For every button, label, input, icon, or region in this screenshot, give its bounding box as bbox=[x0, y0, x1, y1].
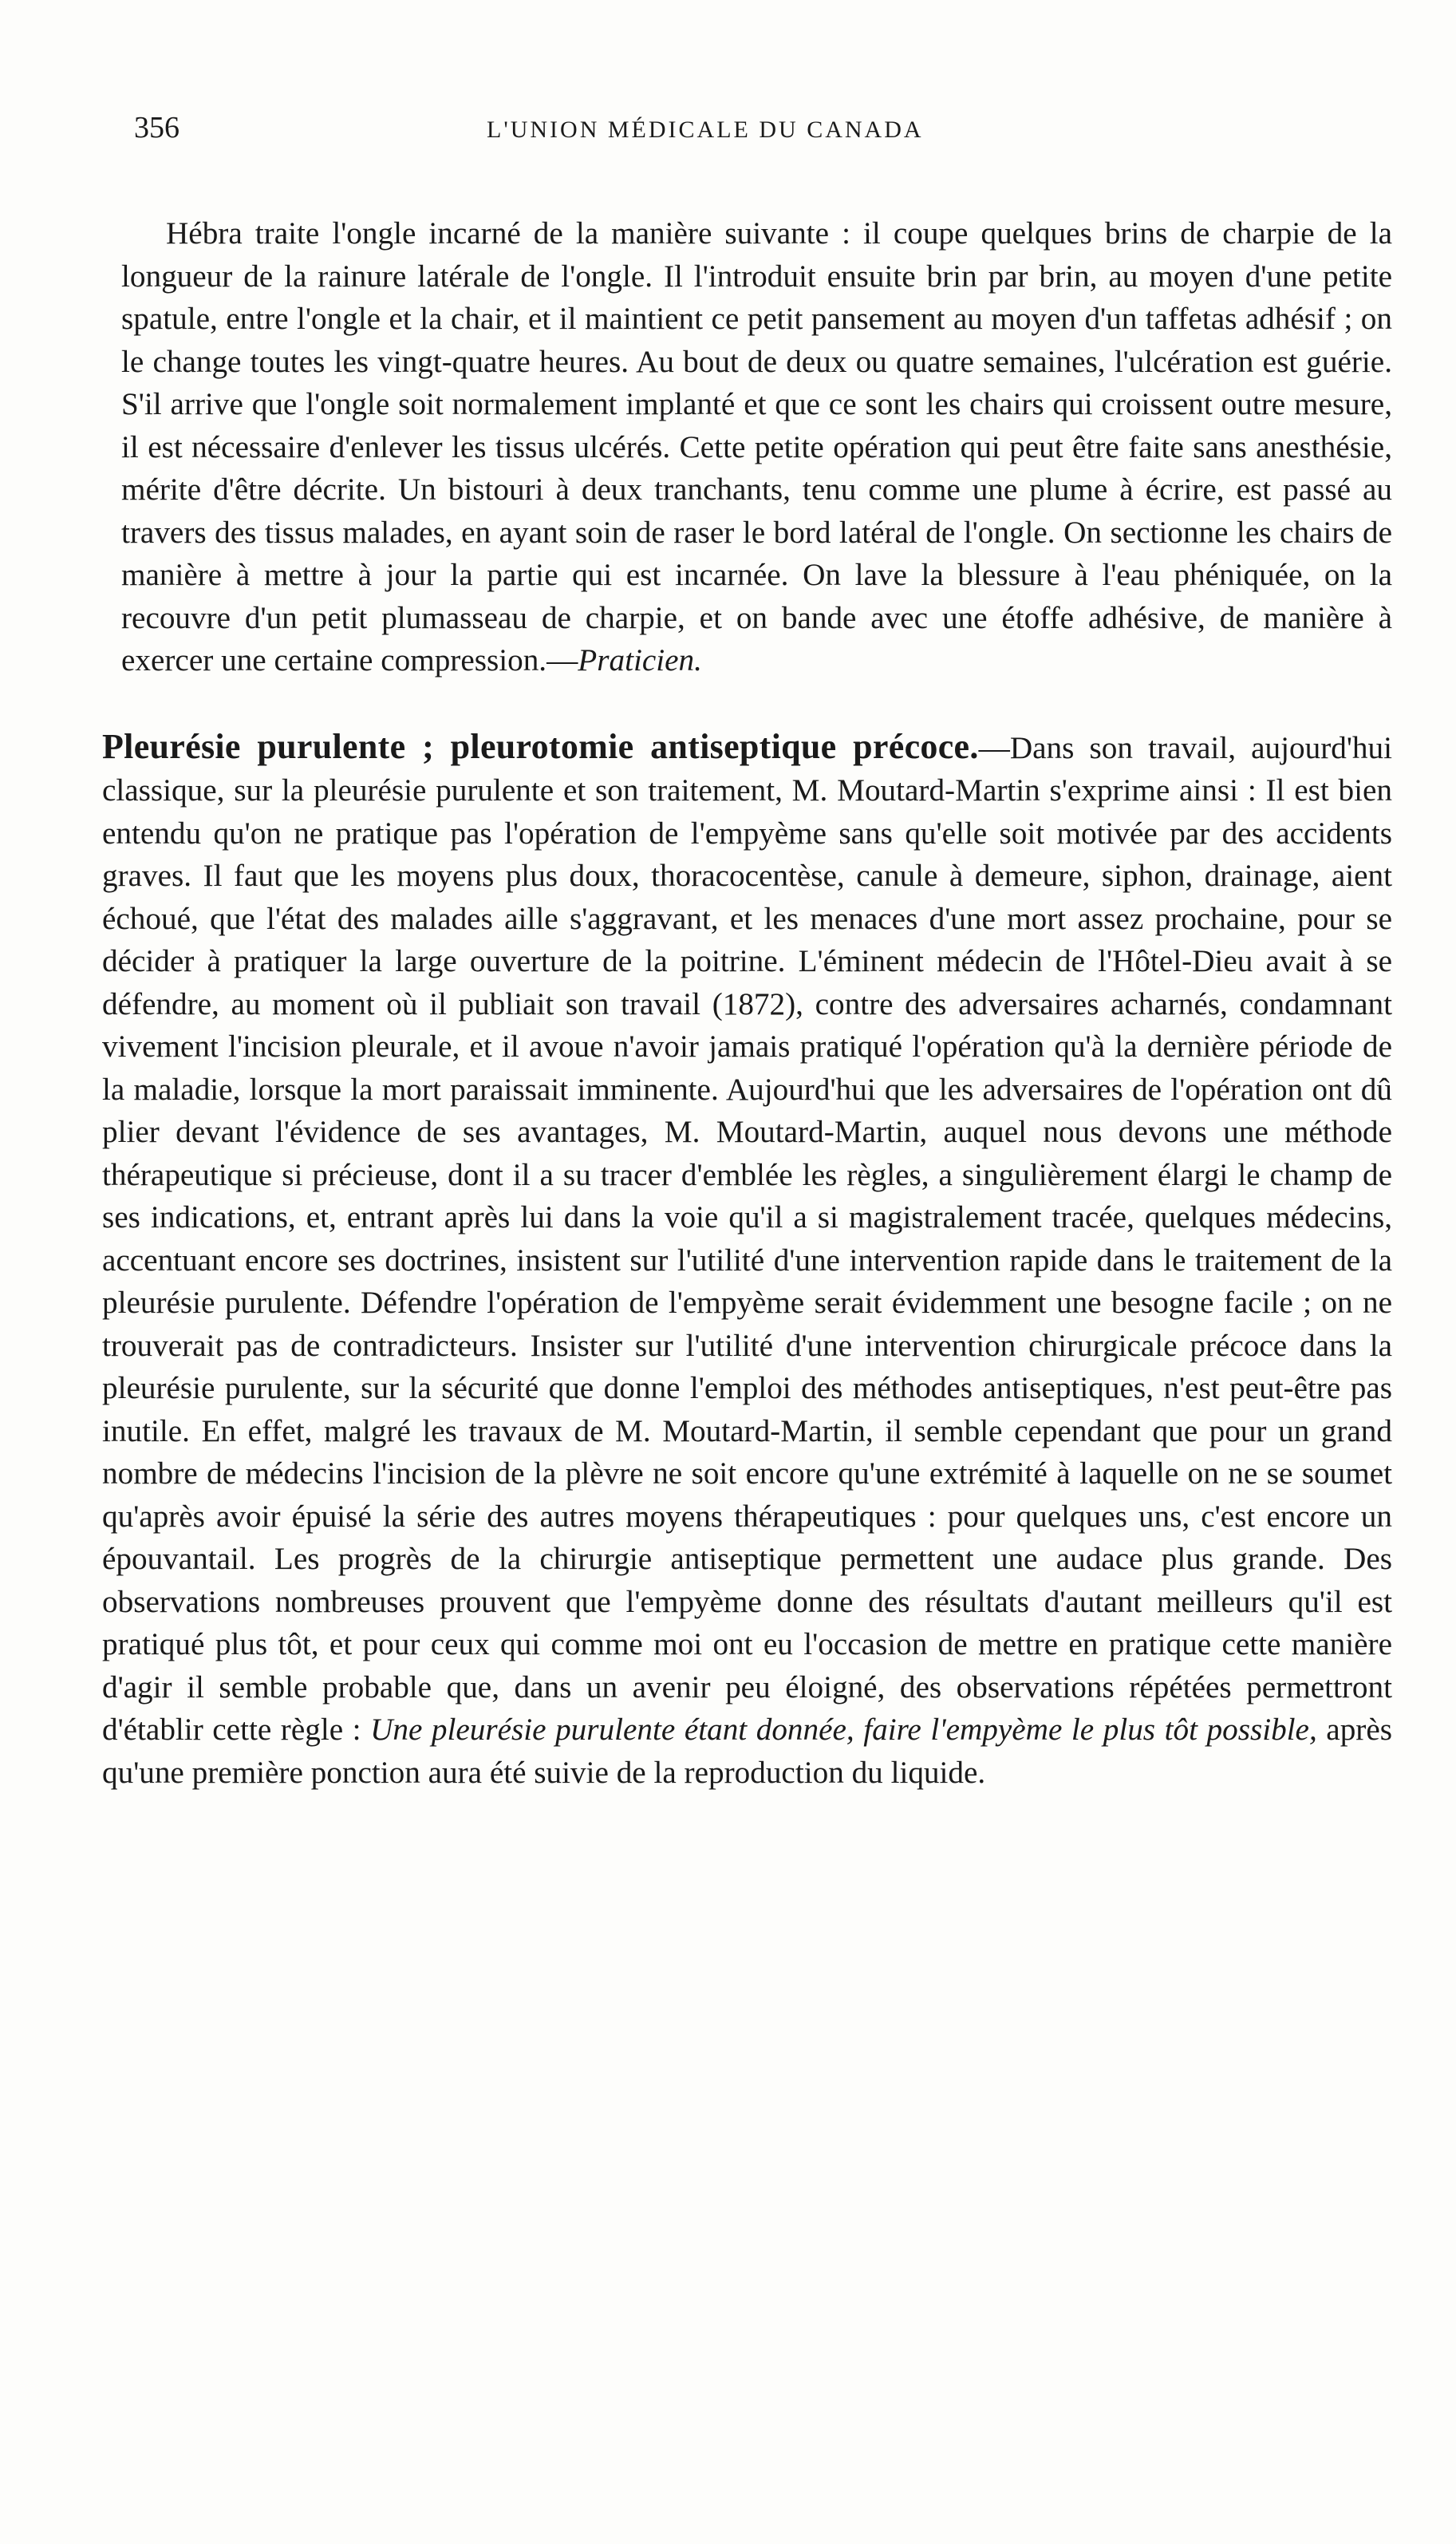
paragraph-pleurisy bbox=[102, 725, 1392, 1795]
section-heading: Pleurésie purulente ; pleurotomie antiseptique précoce. bbox=[102, 726, 979, 766]
paragraph-ingrown-nail bbox=[102, 212, 1392, 682]
paragraph-pleurisy-ending: après qu'une première ponction aura été suivie de la reproduction du liquide. bbox=[102, 1712, 1392, 1790]
emphasized-rule: Une pleurésie purulente étant donnée, faire l'empyème le plus tôt possible, bbox=[370, 1712, 1317, 1747]
source-credit: Praticien. bbox=[578, 643, 702, 677]
paragraph-ingrown-nail-text: Hébra traite l'ongle incarné de la manière suivante : il coupe quelques brins de charpie de la longueur de la rainure latérale de l'ongle. Il l'introduit ensuite brin par brin, au moyen d'une petite spatule, entre l'ongle et la chair, et il maintient ce petit pansement au moyen d'un taffetas adhésif ; on le change toutes les vingt-quatre heures. Au bout de deux ou quatre semaines, l'ulcération est guérie. S'il arrive que l'ongle soit normalement implanté et que ce sont les chairs qui croissent outre mesure, il est nécessaire d'enlever les tissus ulcérés. Cette petite opération qui peut être faite sans anesthésie, mérite d'être décrite. Un bistouri à deux tranchants, tenu comme une plume à écrire, est passé au travers des tissus malades, en ayant soin de raser le bord latéral de l'ongle. On sectionne les chairs de manière à mettre à jour la partie qui est incarnée. On lave la blessure à l'eau phéniquée, on la recouvre d'un petit plumasseau de charpie, et on bande avec une étoffe adhésive, de manière à exercer une certaine compression.— bbox=[121, 216, 1392, 677]
page-number: 356 bbox=[134, 111, 180, 144]
paragraph-pleurisy-text: —Dans son travail, aujourd'hui classique, sur la pleurésie purulente et son traitement, M. Moutard-Martin s'exprime ainsi : Il est bien entendu qu'on ne pratique pas l'opération de l'empyème sans qu'elle soit motivée par des accidents graves. Il faut que les moyens plus doux, thoracocentèse, canule à demeure, siphon, drainage, aient échoué, que l'état des malades aille s'aggravant, et les menaces d'une mort assez prochaine, pour se décider à pratiquer la large ouverture de la poitrine. L'éminent médecin de l'Hôtel-Dieu avait à se défendre, au moment où il publiait son travail (1872), contre des adversaires acharnés, condamnant vivement l'incision pleurale, et il avoue n'avoir jamais pratiqué l'opération qu'à la dernière période de la maladie, lorsque la mort paraissait imminente. Aujourd'hui que les adversaires de l'opération ont dû plier devant l'évidence de ses avantages, M. Moutard-Martin, auquel nous devons une méthode thérapeutique si précieuse, dont il a su tracer d'emblée les règles, a singulièrement élargi le champ de ses indications, et, entrant après lui dans la voie qu'il a si magistralement tracée, quelques médecins, accentuant encore ses doctrines, insistent sur l'utilité d'une intervention rapide dans le traitement de la pleurésie purulente. Défendre l'opération de l'empyème serait évidemment une besogne facile ; on ne trouverait pas de contradicteurs. Insister sur l'utilité d'une intervention chirurgicale précoce dans la pleurésie purulente, sur la sécurité que donne l'emploi des méthodes antiseptiques, n'est peut-être pas inutile. En effet, malgré les travaux de M. Moutard-Martin, il semble cependant que pour un grand nombre de médecins l'incision de la plèvre ne soit encore qu'une extrémité à laquelle on ne se soumet qu'après avoir épuisé la série des autres moyens thérapeutiques : pour quelques uns, c'est encore un épouvantail. Les progrès de la chirurgie antiseptique permettent une audace plus grande. Des observations nombreuses prouvent que l'empyème donne des résultats d'autant meilleurs qu'il est pratiqué plus tôt, et pour ceux qui comme moi ont eu l'occasion de mettre en pratique cette manière d'agir il semble probable que, dans un avenir peu éloigné, des observations répétées permettront d'établir cette règle : bbox=[102, 730, 1392, 1747]
running-title: L'UNION MÉDICALE DU CANADA bbox=[487, 117, 924, 143]
page-header bbox=[102, 110, 1392, 161]
